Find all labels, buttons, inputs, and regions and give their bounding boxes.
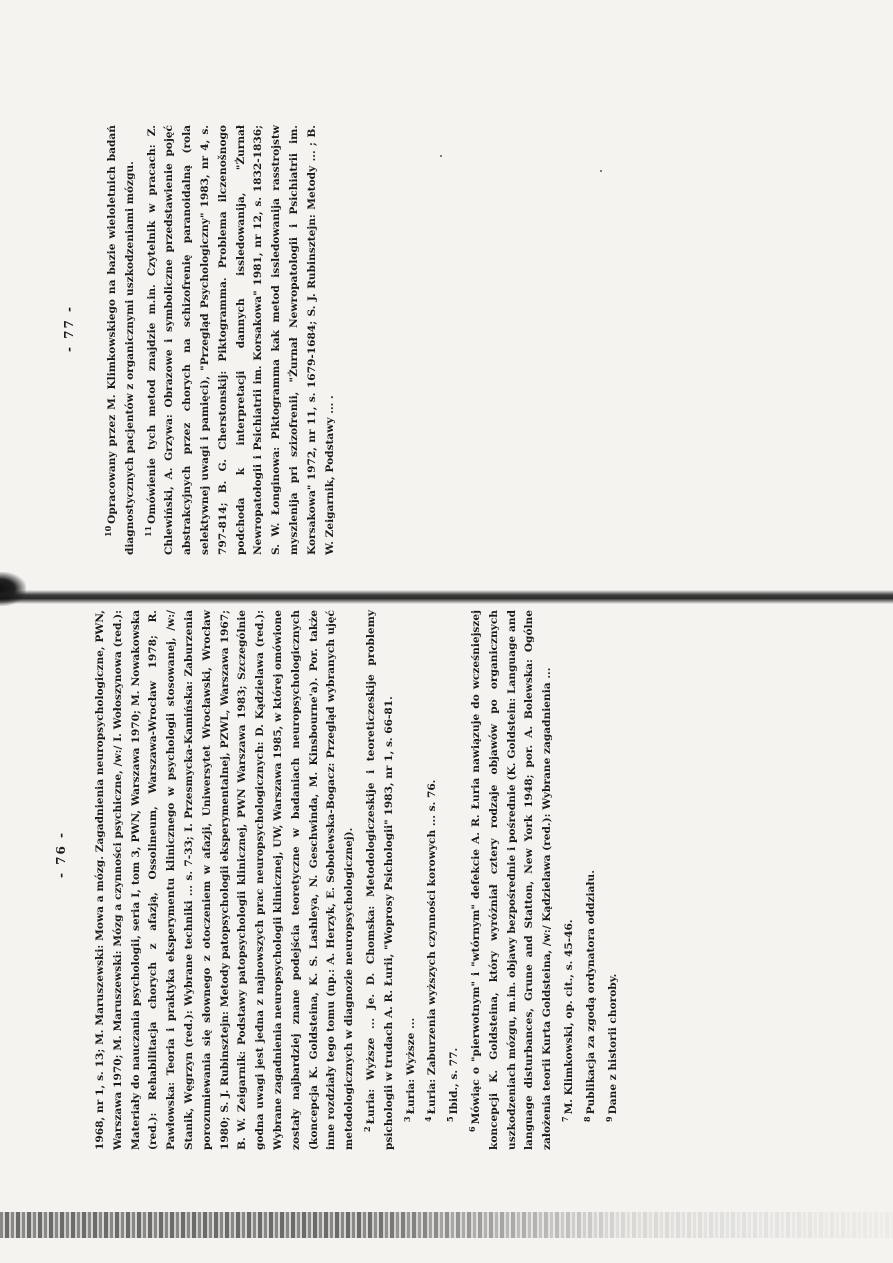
page-fold-line [0, 590, 893, 604]
scan-edge-artifact [0, 1212, 893, 1238]
scan-speck [600, 170, 602, 172]
footnote-5: $^5$Ibid., s. 77. [445, 1047, 461, 1122]
footnote-6: $^6$Mówiąc o "pierwotnym" i "wtórnym" defekcie A. R. Łuria nawiązuje do wcześniejszej koncepcji K. Goldsteina, który wyróżniał cztery rodzaje objawów po organicznych uszkodzeniach mózgu, m.in. objawy bezpośrednie i pośrednie (K. Goldstein: Language and language disturbances, Grune and Statton, New York 1948; por. A. Bolewska: Ogólne założenia teorii Kurta Goldsteina, /w:/ Kądzielawa (red.): Wybrane zagadnienia ... [466, 610, 554, 1150]
footnote-2: $^2$Łuria: Wyższe ... Je. D. Chomska: Metodologiczeskije i teoreticzeskije problemy psichologii w trudach A. R. Łurii, "Woprosy Psichologii" 1983, nr 1, s. 66-81. [361, 610, 395, 1150]
footnote-9: $^9$Dane z historii choroby. [603, 973, 619, 1122]
page-number: - 77 - [62, 304, 76, 352]
page-76-footnotes [92, 610, 622, 1150]
scan-speck [440, 155, 442, 157]
page-77-footnotes [100, 125, 339, 555]
footnote-8: $^8$Publikacja za zgodą ordynatora oddziału. [581, 870, 597, 1122]
footnote-continuation: 1968, nr 1, s. 13; M. Maruszewski: Mowa a mózg. Zagadnienia neuropsychologiczne, PWN, Warszawa 1970; M. Maruszewski: Mózg a czynności psychiczne, /w:/ I. Wołoszynowa (red.): Materiały do nauczania psychologii, seria I, tom 3, PWN, Warszawa 1970; M. Nowakowska (red.): Rehabilitacja chorych z afazją, Ossolineum, Warszawa-Wrocław 1978; R. Pawłowska: Teoria i praktyka eksperymentu klinicznego w psychologii stosowanej, /w:/ Stanik, Węgrzyn (red.): Wybrane techniki ... s. 7-33; I. Przesmycka-Kamińska: Zaburzenia porozumiewania się słownego z otoczeniem w afazji, Uniwersytet Wrocławski, Wrocław 1980; S. J. Rubinsztejn: Metody patopsychologii eksperymentalnej, PZWL, Warszawa 1967; B. W. Zeigarnik: Podstawy patopsychologii klinicznej, PWN Warszawa 1983; Szczególnie godna uwagi jest jedna z najnowszych prac neuropsychologicznych: D. Kądzielawa (red.): Wybrane zagadnienia neuropsychologii klinicznej, UW, Warszawa 1985, w której omówione zostały najbardziej znane podejścia teoretyczne w badaniach neuropsychologicznych (koncepcja K. Goldsteina, K. S. Lashleya, N. Geschwinda, M. Kinsbourne'a). Por. także inne rozdziały tego tomu (np.: A. Herzyk, E. Sobolewska-Bogacz: Przegląd wybranych ujęć metodologicznych w diagnozie neuropsychologicznej). [94, 610, 356, 1150]
footnote-11: $^{11}$Omówienie tych metod znajdzie m.in. Czytelnik w pracach: Z. Chlewiński, A. Grzywa: Obrazowe i symboliczne przedstawienie pojęć abstrakcyjnych przez chorych na schizofrenię paranoidalną (rola selektywnej uwagi i pamięci), "Przegląd Psychologiczny" 1983, nr 4, s. 797-814; B. G. Cherstonskij: Piktogramma. Problema ilczenošnogo podchoda k interpretacji dannych issledowanija, "Żurnał Newropatołogii i Psichiatrii im. Korsakowa" 1981, nr 12, s. 1832-1836; S. W. Łonginowa: Piktogramma kak metod issledowanija rasstrojstw myszlenija pri szizofrenii, "Żurnał Newropatologii i Psichiatrii im. Korsakowa" 1972, nr 11, s. 1679-1684; S. J. Rubinsztejn: Metody ... ; B. W. Zeigarnik, Podstawy ... . [142, 125, 336, 555]
footnote-7: $^7$M. Klimkowski, op. cit., s. 45-46. [559, 919, 575, 1122]
footnote-10: $^{10}$Opracowany przez M. Klimkowskiego na bazie wieloletnich badań diagnostycznych pacjentów z organicznymi uszkodzeniami mózgu. [103, 125, 136, 555]
footnote-4: $^4$Łuria: Zaburzenia wyższych czynności korowych ... s. 76. [423, 779, 439, 1122]
footnote-3: $^3$Łuria: Wyższe ... [401, 1017, 417, 1122]
page-number: - 76 - [54, 830, 68, 878]
